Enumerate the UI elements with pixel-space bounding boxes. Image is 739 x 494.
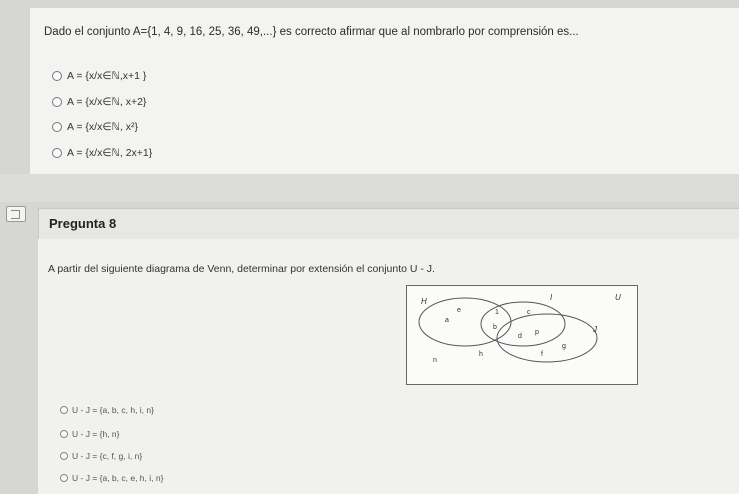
venn-label-u: U: [615, 293, 621, 302]
venn-set-j: [497, 314, 597, 362]
q7-option-2[interactable]: [52, 96, 146, 108]
q7-option-3-label: A = {x/x∈ℕ, x²}: [67, 121, 138, 133]
radio-icon[interactable]: [52, 148, 62, 158]
q8-option-2[interactable]: [60, 429, 120, 439]
q8-option-3-label: U - J = {c, f, g, i, n}: [72, 451, 143, 461]
venn-element: h: [479, 351, 483, 358]
radio-icon[interactable]: [60, 430, 68, 438]
q8-option-2-label: U - J = {h, n}: [72, 429, 120, 439]
radio-icon[interactable]: [60, 474, 68, 482]
q8-option-4-label: U - J = {a, b, c, e, h, i, n}: [72, 473, 164, 483]
question-8-header: [38, 208, 739, 240]
question-7-text: Dado el conjunto A={1, 4, 9, 16, 25, 36, 49,...} es correcto afirmar que al nombrarlo por comprensión es...: [44, 26, 579, 38]
q8-option-1-label: U - J = {a, b, c, h, i, n}: [72, 405, 154, 415]
q7-option-4-label: A = {x/x∈ℕ, 2x+1}: [67, 147, 153, 159]
venn-element: a: [445, 317, 449, 324]
venn-element: n: [433, 357, 437, 364]
radio-icon[interactable]: [52, 71, 62, 81]
radio-icon[interactable]: [52, 97, 62, 107]
venn-label-h: H: [421, 297, 427, 306]
venn-element: f: [541, 351, 543, 358]
venn-element: c: [527, 309, 531, 316]
venn-element: g: [562, 343, 566, 350]
venn-diagram: [406, 285, 638, 385]
divider: [0, 174, 739, 202]
question-8-title: Pregunta 8: [49, 216, 117, 231]
q7-option-1-label: A = {x/x∈ℕ,x+1 }: [67, 70, 147, 82]
q7-option-1[interactable]: [52, 70, 146, 82]
q8-option-3[interactable]: [60, 451, 142, 461]
venn-label-j: J: [593, 325, 597, 334]
venn-element: 1: [495, 309, 499, 316]
radio-icon[interactable]: [60, 406, 68, 414]
q8-option-1[interactable]: [60, 405, 154, 415]
flag-icon[interactable]: [6, 206, 26, 222]
venn-element: p: [535, 329, 539, 336]
q8-option-4[interactable]: [60, 473, 163, 483]
q7-option-2-label: A = {x/x∈ℕ, x+2}: [67, 96, 147, 108]
venn-label-i: I: [550, 293, 553, 302]
venn-element: d: [518, 333, 522, 340]
question-7-panel: [30, 8, 739, 175]
radio-icon[interactable]: [60, 452, 68, 460]
q7-option-4[interactable]: [52, 147, 152, 159]
q7-option-3[interactable]: [52, 121, 138, 133]
question-8-text: A partir del siguiente diagrama de Venn, determinar por extensión el conjunto U - J.: [48, 263, 435, 275]
venn-element: b: [493, 324, 497, 331]
radio-icon[interactable]: [52, 122, 62, 132]
venn-element: e: [457, 307, 461, 314]
question-8-panel: [38, 239, 739, 494]
